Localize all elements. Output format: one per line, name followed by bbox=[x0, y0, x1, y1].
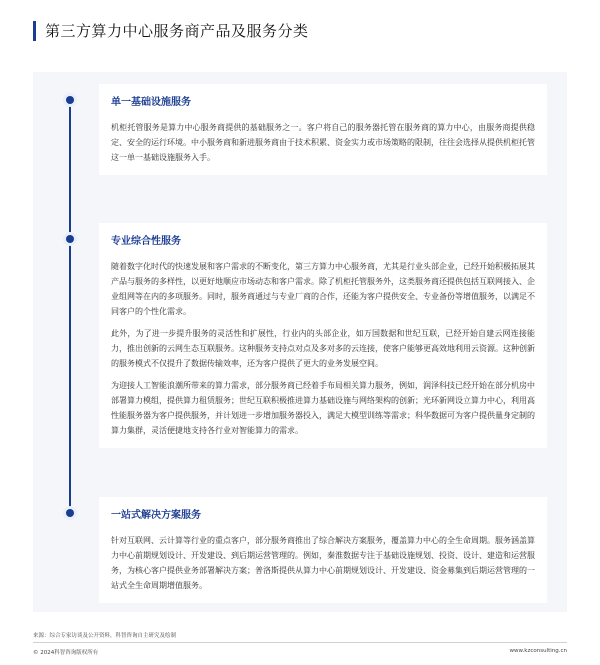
footer-divider bbox=[33, 642, 567, 643]
timeline-line bbox=[69, 98, 71, 516]
timeline-dot-2 bbox=[63, 232, 77, 246]
section-paragraph: 针对互联网、云计算等行业的重点客户，部分服务商推出了综合解决方案服务，覆盖算力中心的全生命周期。服务涵盖算力中心前期规划设计、开发建设、到后期运营管理的。例如，秦淮数据专注于基础设施规划、投资、设计、建造和运营服务，为核心客户提供业务部署解决方案；普洛斯提供从算力中心前期规划设计、开发建设、资金募集到后期运营管理的一站式全生命周期增值服务。 bbox=[111, 536, 535, 590]
section-heading: 单一基础设施服务 bbox=[111, 97, 191, 108]
page-title: 第三方算力中心服务商产品及服务分类 bbox=[33, 21, 309, 41]
section-card-comprehensive bbox=[99, 223, 547, 448]
section-paragraph: 为迎接人工智能浪潮所带来的算力需求，部分服务商已经着手布局相关算力服务，例如，润泽科技已经开始在部分机房中部署算力模组，提供算力租赁服务；世纪互联积极推进算力基础设施与网络架构的创新；光环新网设立算力中心，利用高性能服务器为客户提供服务，并计划进一步增加服务器投入，满足大模型训练等需求；科华数据可为客户提供量身定制的算力集群，灵活便捷地支持各行业对智能算力的需求。 bbox=[111, 381, 535, 435]
timeline-dot-3 bbox=[63, 506, 77, 520]
section-card-infrastructure bbox=[99, 84, 547, 175]
section-paragraph: 此外，为了进一步提升服务的灵活性和扩展性，行业内的头部企业，如万国数据和世纪互联，已经开始自建云网连接能力，推出创新的云网生态互联服务。这种服务支持点对点及多对多的云连接，使客户能够更高效地利用云资源。这种创新的服务模式不仅提升了数据传输效率，还为客户提供了更大的业务发展空间。 bbox=[111, 329, 535, 368]
section-heading: 专业综合性服务 bbox=[111, 236, 181, 247]
section-paragraph: 机柜托管服务是算力中心服务商提供的基础服务之一。客户将自己的服务器托管在服务商的算力中心，由服务商提供稳定、安全的运行环境。中小服务商和新进服务商由于技术积累、资金实力或市场策略的限制，往往会选择从提供机柜托管这一单一基础设施服务入手。 bbox=[111, 123, 535, 162]
copyright-text: © 2024科智咨询版权所有 bbox=[33, 650, 99, 656]
source-note: 来源：综合专家访谈及公开资料，科智咨询自主研究及绘制 bbox=[33, 633, 177, 639]
timeline-dot-1 bbox=[63, 93, 77, 107]
section-card-one-stop bbox=[99, 497, 547, 603]
section-heading: 一站式解决方案服务 bbox=[111, 510, 201, 521]
website-url: www.kzconsulting.cn bbox=[509, 648, 567, 654]
section-paragraph: 随着数字化时代的快速发展和客户需求的不断变化，第三方算力中心服务商，尤其是行业头部企业，已经开始积极拓展其产品与服务的多样性，以更好地顺应市场动态和客户需求。除了机柜托管服务外，这类服务商还提供包括互联网接入、企业组网等在内的多项服务。同时，服务商通过与专业厂商的合作，还能为客户提供安全、专业备份等增值服务，以满足不同客户的个性化需求。 bbox=[111, 262, 535, 316]
